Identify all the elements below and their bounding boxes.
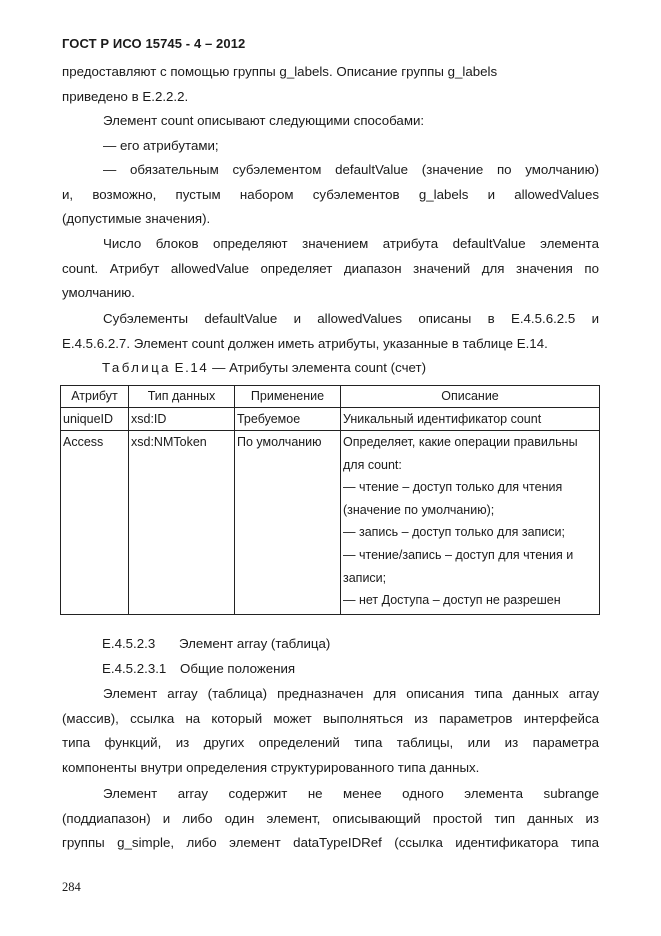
list-item-subelement xyxy=(62,158,599,232)
cell-description xyxy=(341,431,600,615)
description-line: — чтение/запись – доступ для чтения и xyxy=(343,547,574,562)
table-row xyxy=(61,431,600,615)
text-line: count. Атрибут allowedValue определяет диапазон значений для значения по xyxy=(62,260,599,276)
text-line: Субэлементы defaultValue и allowedValues описаны в Е.4.5.6.2.5 и xyxy=(103,311,599,326)
table-caption-title: — Атрибуты элемента count (счет) xyxy=(208,360,426,375)
paragraph-block-count xyxy=(62,232,599,306)
cell-attribute: uniqueID xyxy=(61,408,129,431)
text-line: компоненты внутри определения структурированного типа данных. xyxy=(62,759,480,775)
description-line: — чтение – доступ только для чтения xyxy=(343,480,563,495)
table-caption-word: Таблица xyxy=(102,360,171,375)
text-line: Е.4.5.6.2.7. Элемент count должен иметь атрибуты, указанные в таблице Е.14. xyxy=(62,335,548,351)
text-line: Число блоков определяют значением атрибута defaultValue элемента xyxy=(103,236,599,251)
column-header-description: Описание xyxy=(341,386,600,408)
text-line: Элемент count описывают следующими способами: xyxy=(103,113,425,128)
section-number: Е.4.5.2.3 xyxy=(102,636,156,651)
description-line: (значение по умолчанию); xyxy=(343,502,495,517)
cell-data-type: xsd:NMToken xyxy=(129,431,235,615)
text-line: — обязательным субэлементом defaultValue (значение по умолчанию) xyxy=(103,162,599,177)
text-line: Элемент array (таблица) предназначен для описания типа данных array xyxy=(103,686,599,701)
table-caption xyxy=(102,358,426,378)
cell-usage: Требуемое xyxy=(235,408,341,431)
section-title: Элемент array (таблица) xyxy=(179,636,331,651)
text-line: Элемент array содержит не менее одного элемента subrange xyxy=(103,786,599,801)
column-header-attribute: Атрибут xyxy=(61,386,129,408)
text-line: (массив), ссылка на который может выполняться из параметров интерфейса xyxy=(62,710,599,726)
text-line: приведено в Е.2.2.2. xyxy=(62,88,189,104)
description-line: для count: xyxy=(343,457,402,472)
paragraph-count-intro xyxy=(62,109,599,134)
text-line: (допустимые значения). xyxy=(62,211,211,226)
cell-data-type: xsd:ID xyxy=(129,408,235,431)
description-line: — нет Доступа – доступ не разрешен xyxy=(343,593,561,608)
table-header-row xyxy=(61,386,600,408)
section-heading xyxy=(102,634,330,654)
cell-attribute: Access xyxy=(61,431,129,615)
document-header: ГОСТ Р ИСО 15745 - 4 – 2012 xyxy=(62,36,246,51)
column-header-data-type: Тип данных xyxy=(129,386,235,408)
section-title: Общие положения xyxy=(180,661,296,676)
text-line: — его атрибутами; xyxy=(103,138,219,153)
description-line: — запись – доступ только для записи; xyxy=(343,525,565,540)
text-line: умолчанию. xyxy=(62,285,135,300)
section-number: Е.4.5.2.3.1 xyxy=(102,661,167,676)
paragraph-continuation xyxy=(62,60,599,109)
table-row xyxy=(61,408,600,431)
description-line: Определяет, какие операции правильны xyxy=(343,435,578,449)
cell-description: Уникальный идентификатор count xyxy=(341,408,600,431)
text-line: группы g_simple, либо элемент dataTypeIDRef (ссылка идентификатора типа xyxy=(62,835,599,850)
text-line: и, возможно, пустым набором субэлементов g_labels и allowedValues xyxy=(62,186,599,202)
text-line: (поддиапазон) и либо один элемент, описывающий простой тип данных из xyxy=(62,810,599,826)
text-line: типа функций, из других определений типа таблицы, или из параметра xyxy=(62,735,599,750)
page-number: 284 xyxy=(62,880,81,894)
list-item-attributes xyxy=(62,134,599,159)
table-caption-number: Е.14 xyxy=(174,360,209,375)
description-line: записи; xyxy=(343,570,387,585)
cell-usage: По умолчанию xyxy=(235,431,341,615)
paragraph-array-purpose xyxy=(62,682,599,780)
attributes-table xyxy=(60,385,600,615)
column-header-usage: Применение xyxy=(235,386,341,408)
section-heading xyxy=(102,659,295,679)
paragraph-array-contents xyxy=(62,782,599,856)
text-line: предоставляют с помощью группы g_labels. Описание группы g_labels xyxy=(62,64,498,79)
paragraph-subelements xyxy=(62,307,599,356)
